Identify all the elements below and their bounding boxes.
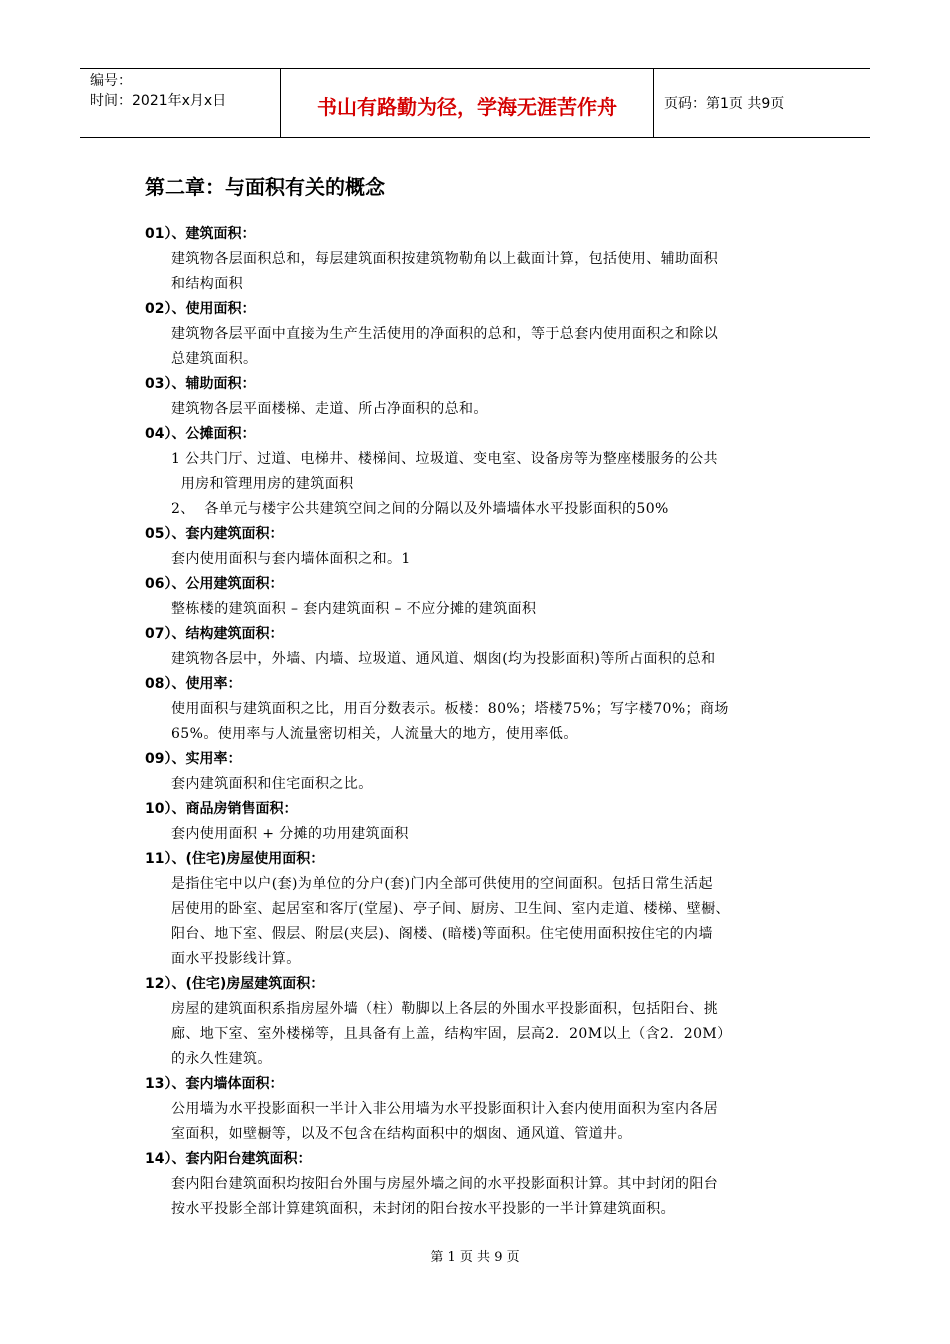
section-text-line: 房屋的建筑面积系指房屋外墙（柱）勒脚以上各层的外围水平投影面积，包括阳台、挑 bbox=[171, 1001, 719, 1017]
header-motto: 书山有路勤为径，学海无涯苦作舟 bbox=[280, 69, 654, 137]
definition-section bbox=[145, 1072, 835, 1147]
section-text-line: 2、 各单元与楼宇公共建筑空间之间的分隔以及外墙墙体水平投影面积的50% bbox=[171, 501, 669, 517]
definition-section bbox=[145, 1147, 835, 1222]
section-heading: 11）、(住宅)房屋使用面积： bbox=[145, 851, 325, 867]
section-heading: 10）、商品房销售面积： bbox=[145, 801, 298, 817]
definition-section bbox=[145, 972, 835, 1072]
section-text-line: 面水平投影线计算。 bbox=[171, 951, 301, 967]
section-text-line: 建筑物各层平面楼梯、走道、所占净面积的总和。 bbox=[171, 401, 488, 417]
section-text-line: 65%。使用率与人流量密切相关，人流量大的地方，使用率低。 bbox=[171, 726, 578, 742]
page-footer: 第 1 页 共 9 页 bbox=[430, 1250, 520, 1265]
section-text-line: 套内建筑面积和住宅面积之比。 bbox=[171, 776, 373, 792]
section-heading: 03）、辅助面积： bbox=[145, 376, 256, 392]
definition-section bbox=[145, 797, 835, 847]
section-heading: 14）、套内阳台建筑面积： bbox=[145, 1151, 312, 1167]
section-text-line: 和结构面积 bbox=[171, 276, 243, 292]
section-heading: 05）、套内建筑面积： bbox=[145, 526, 284, 542]
section-text-line: 套内使用面积与套内墙体面积之和。1 bbox=[171, 551, 411, 567]
section-text-line: 公用墙为水平投影面积一半计入非公用墙为水平投影面积计入套内使用面积为室内各居 bbox=[171, 1101, 719, 1117]
section-text-line: 建筑物各层平面中直接为生产生活使用的净面积的总和，等于总套内使用面积之和除以 bbox=[171, 326, 719, 342]
section-text-line: 用房和管理用房的建筑面积 bbox=[171, 476, 354, 492]
section-text-line: 套内阳台建筑面积均按阳台外围与房屋外墙之间的水平投影面积计算。其中封闭的阳台 bbox=[171, 1176, 719, 1192]
section-text-line: 建筑物各层中，外墙、内墙、垃圾道、通风道、烟囱(均为投影面积)等所占面积的总和 bbox=[171, 651, 716, 667]
section-text-line: 1 公共门厅、过道、电梯井、楼梯间、垃圾道、变电室、设备房等为整座楼服务的公共 bbox=[171, 451, 718, 467]
definition-section bbox=[145, 672, 835, 747]
definition-section bbox=[145, 422, 835, 522]
section-heading: 04）、公摊面积： bbox=[145, 426, 256, 442]
definition-section bbox=[145, 372, 835, 422]
section-heading: 08）、使用率： bbox=[145, 676, 242, 692]
section-text-line: 是指住宅中以户(套)为单位的分户(套)门内全部可供使用的空间面积。包括日常生活起 bbox=[171, 876, 713, 892]
section-text-line: 的永久性建筑。 bbox=[171, 1051, 272, 1067]
section-text-line: 室面积，如壁橱等，以及不包含在结构面积中的烟囱、通风道、管道井。 bbox=[171, 1126, 632, 1142]
definition-section bbox=[145, 847, 835, 972]
definition-section bbox=[145, 622, 835, 672]
page-header bbox=[80, 68, 870, 138]
definition-section bbox=[145, 297, 835, 372]
section-heading: 09）、实用率： bbox=[145, 751, 242, 767]
header-meta bbox=[80, 69, 280, 137]
section-text-line: 总建筑面积。 bbox=[171, 351, 258, 367]
header-page-label: 页码：第1页 共9页 bbox=[664, 96, 785, 112]
section-text-line: 廊、地下室、室外楼梯等，且具备有上盖，结构牢固，层高2．20M以上（含2．20M） bbox=[171, 1026, 732, 1042]
section-text-line: 整栋楼的建筑面积 – 套内建筑面积 – 不应分摊的建筑面积 bbox=[171, 601, 537, 617]
document-body bbox=[145, 222, 835, 1222]
section-text-line: 按水平投影全部计算建筑面积，未封闭的阳台按水平投影的一半计算建筑面积。 bbox=[171, 1201, 675, 1217]
chapter-title: 第二章：与面积有关的概念 bbox=[145, 175, 385, 199]
definition-section bbox=[145, 747, 835, 797]
section-text-line: 使用面积与建筑面积之比，用百分数表示。板楼：80%；塔楼75%；写字楼70%；商场 bbox=[171, 701, 729, 717]
section-heading: 01）、建筑面积： bbox=[145, 226, 256, 242]
section-heading: 12）、(住宅)房屋建筑面积： bbox=[145, 976, 325, 992]
number-label: 编号： bbox=[90, 73, 132, 89]
section-text-line: 套内使用面积 + 分摊的功用建筑面积 bbox=[171, 826, 409, 842]
section-text-line: 建筑物各层面积总和，每层建筑面积按建筑物勒角以上截面计算，包括使用、辅助面积 bbox=[171, 251, 719, 267]
section-text-line: 居使用的卧室、起居室和客厅(堂屋)、亭子间、厨房、卫生间、室内走道、楼梯、壁橱、 bbox=[171, 901, 730, 917]
section-heading: 02）、使用面积： bbox=[145, 301, 256, 317]
time-label: 时间：2021年x月x日 bbox=[90, 93, 227, 109]
section-heading: 07）、结构建筑面积： bbox=[145, 626, 284, 642]
definition-section bbox=[145, 522, 835, 572]
section-heading: 06）、公用建筑面积： bbox=[145, 576, 284, 592]
section-text-line: 阳台、地下室、假层、附层(夹层)、阁楼、(暗楼)等面积。住宅使用面积按住宅的内墙 bbox=[171, 926, 713, 942]
section-heading: 13）、套内墙体面积： bbox=[145, 1076, 284, 1092]
definition-section bbox=[145, 222, 835, 297]
definition-section bbox=[145, 572, 835, 622]
